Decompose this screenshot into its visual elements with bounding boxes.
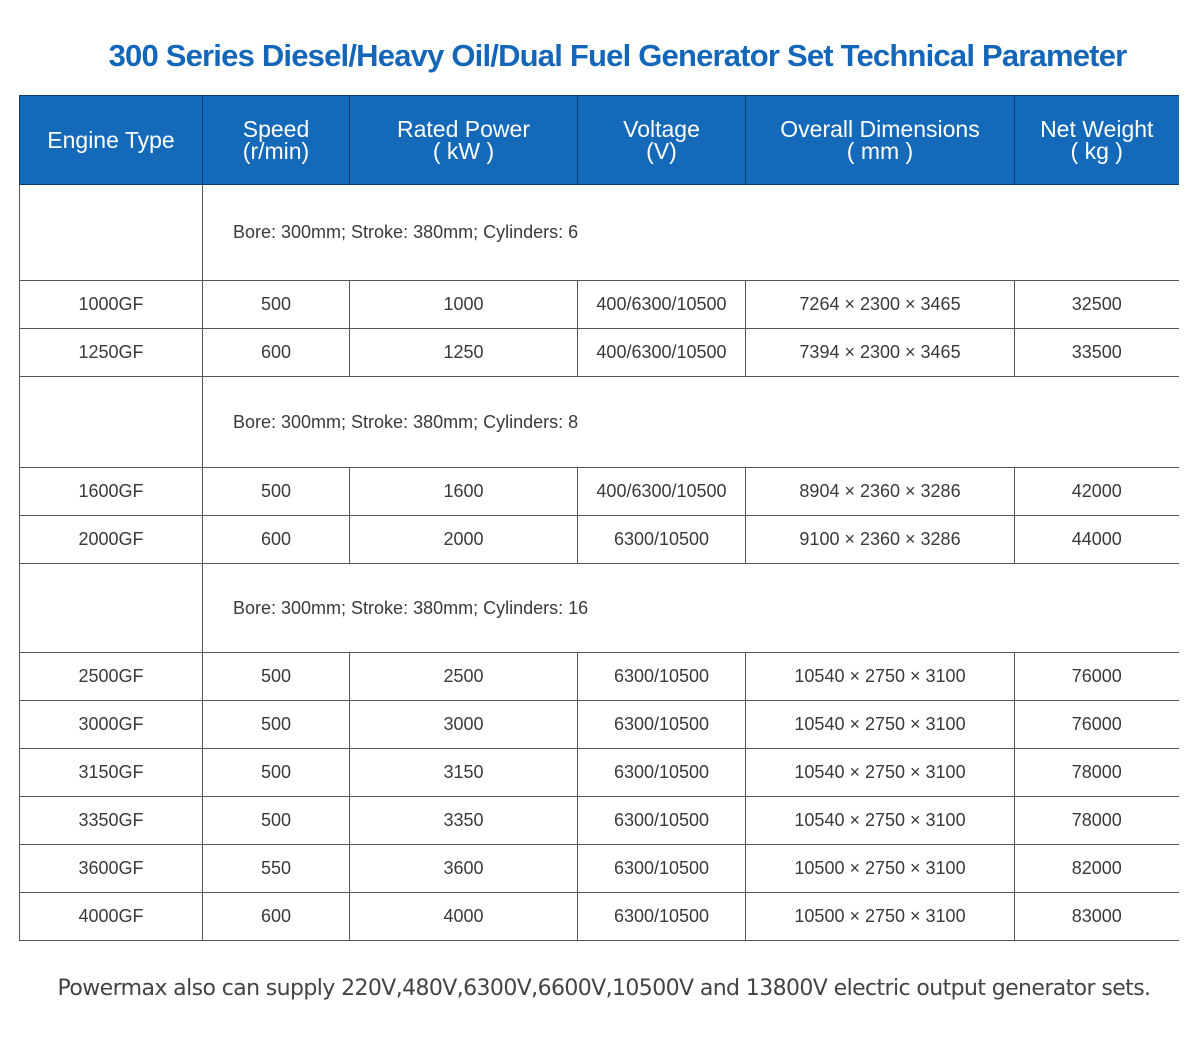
cell-voltage: 400/6300/10500 [578, 281, 746, 329]
group-note: Bore: 300mm; Stroke: 380mm; Cylinders: 8 [203, 377, 1179, 468]
cell-speed: 500 [203, 701, 350, 749]
table-row [20, 653, 1179, 701]
cell-dimensions: 10540 × 2750 × 3100 [746, 749, 1015, 797]
page-title: 300 Series Diesel/Heavy Oil/Dual Fuel Generator Set Technical Parameter [108, 38, 1127, 73]
table-row [20, 845, 1179, 893]
cell-engine: 4000GF [20, 893, 203, 941]
table-row [20, 749, 1179, 797]
cell-weight: 78000 [1015, 797, 1179, 845]
cell-voltage: 6300/10500 [578, 797, 746, 845]
cell-speed: 600 [203, 893, 350, 941]
cell-voltage: 6300/10500 [578, 893, 746, 941]
header-voltage-label: Voltage [623, 116, 700, 142]
cell-dimensions: 10500 × 2750 × 3100 [746, 893, 1015, 941]
group-blank-cell [20, 564, 203, 653]
cell-dimensions: 10540 × 2750 × 3100 [746, 797, 1015, 845]
cell-weight: 82000 [1015, 845, 1179, 893]
cell-engine: 3350GF [20, 797, 203, 845]
cell-power: 1000 [350, 281, 578, 329]
cell-speed: 600 [203, 329, 350, 377]
cell-voltage: 6300/10500 [578, 845, 746, 893]
group-note: Bore: 300mm; Stroke: 380mm; Cylinders: 6 [203, 185, 1179, 281]
header-dimensions-label: Overall Dimensions [780, 116, 980, 142]
group-row-cylinders-8 [20, 377, 1179, 468]
group-note: Bore: 300mm; Stroke: 380mm; Cylinders: 16 [203, 564, 1179, 653]
cell-power: 3150 [350, 749, 578, 797]
header-dimensions-unit: ( mm ) [846, 138, 914, 164]
cell-weight: 32500 [1015, 281, 1179, 329]
group-blank-cell [20, 185, 203, 281]
table-row [20, 281, 1179, 329]
cell-voltage: 6300/10500 [578, 701, 746, 749]
cell-power: 2000 [350, 516, 578, 564]
header-rated-power-label: Rated Power [397, 116, 530, 142]
cell-power: 2500 [350, 653, 578, 701]
cell-dimensions: 10540 × 2750 × 3100 [746, 653, 1015, 701]
group-blank-cell [20, 377, 203, 468]
cell-voltage: 6300/10500 [578, 749, 746, 797]
header-speed [203, 96, 350, 185]
cell-speed: 500 [203, 797, 350, 845]
cell-dimensions: 8904 × 2360 × 3286 [746, 468, 1015, 516]
table-row [20, 701, 1179, 749]
table-row [20, 468, 1179, 516]
cell-engine: 2000GF [20, 516, 203, 564]
footer-note: Powermax also can supply 220V,480V,6300V,6600V,10500V and 13800V electric output generator sets. [57, 976, 1151, 1001]
cell-weight: 78000 [1015, 749, 1179, 797]
cell-power: 1600 [350, 468, 578, 516]
cell-dimensions: 7264 × 2300 × 3465 [746, 281, 1015, 329]
cell-speed: 550 [203, 845, 350, 893]
cell-speed: 500 [203, 281, 350, 329]
cell-engine: 3000GF [20, 701, 203, 749]
table-header-row [20, 96, 1179, 185]
header-engine-type-label: Engine Type [47, 127, 175, 153]
cell-voltage: 400/6300/10500 [578, 468, 746, 516]
cell-engine: 1250GF [20, 329, 203, 377]
cell-voltage: 400/6300/10500 [578, 329, 746, 377]
cell-voltage: 6300/10500 [578, 653, 746, 701]
cell-dimensions: 7394 × 2300 × 3465 [746, 329, 1015, 377]
cell-dimensions: 10500 × 2750 × 3100 [746, 845, 1015, 893]
cell-engine: 1000GF [20, 281, 203, 329]
cell-weight: 33500 [1015, 329, 1179, 377]
header-net-weight-unit: ( kg ) [1070, 138, 1123, 164]
cell-dimensions: 9100 × 2360 × 3286 [746, 516, 1015, 564]
header-voltage-unit: (V) [646, 138, 677, 164]
cell-power: 3600 [350, 845, 578, 893]
cell-power: 3350 [350, 797, 578, 845]
cell-weight: 76000 [1015, 701, 1179, 749]
group-row-cylinders-16 [20, 564, 1179, 653]
cell-engine: 2500GF [20, 653, 203, 701]
cell-weight: 44000 [1015, 516, 1179, 564]
header-rated-power-unit: ( kW ) [432, 138, 495, 164]
cell-voltage: 6300/10500 [578, 516, 746, 564]
header-speed-label: Speed [242, 116, 310, 142]
header-rated-power [350, 96, 578, 185]
cell-speed: 600 [203, 516, 350, 564]
header-dimensions [746, 96, 1015, 185]
header-engine-type [20, 96, 203, 185]
cell-speed: 500 [203, 653, 350, 701]
cell-power: 4000 [350, 893, 578, 941]
cell-dimensions: 10540 × 2750 × 3100 [746, 701, 1015, 749]
header-net-weight [1015, 96, 1179, 185]
cell-weight: 83000 [1015, 893, 1179, 941]
table-row [20, 516, 1179, 564]
cell-weight: 42000 [1015, 468, 1179, 516]
cell-power: 3000 [350, 701, 578, 749]
table-row [20, 329, 1179, 377]
cell-power: 1250 [350, 329, 578, 377]
group-row-cylinders-6 [20, 185, 1179, 281]
cell-engine: 3600GF [20, 845, 203, 893]
cell-weight: 76000 [1015, 653, 1179, 701]
spec-table [19, 95, 1179, 941]
table-row [20, 797, 1179, 845]
cell-engine: 3150GF [20, 749, 203, 797]
header-voltage [578, 96, 746, 185]
header-speed-unit: (r/min) [242, 138, 310, 164]
header-net-weight-label: Net Weight [1040, 116, 1154, 142]
table-row [20, 893, 1179, 941]
cell-speed: 500 [203, 468, 350, 516]
cell-engine: 1600GF [20, 468, 203, 516]
cell-speed: 500 [203, 749, 350, 797]
